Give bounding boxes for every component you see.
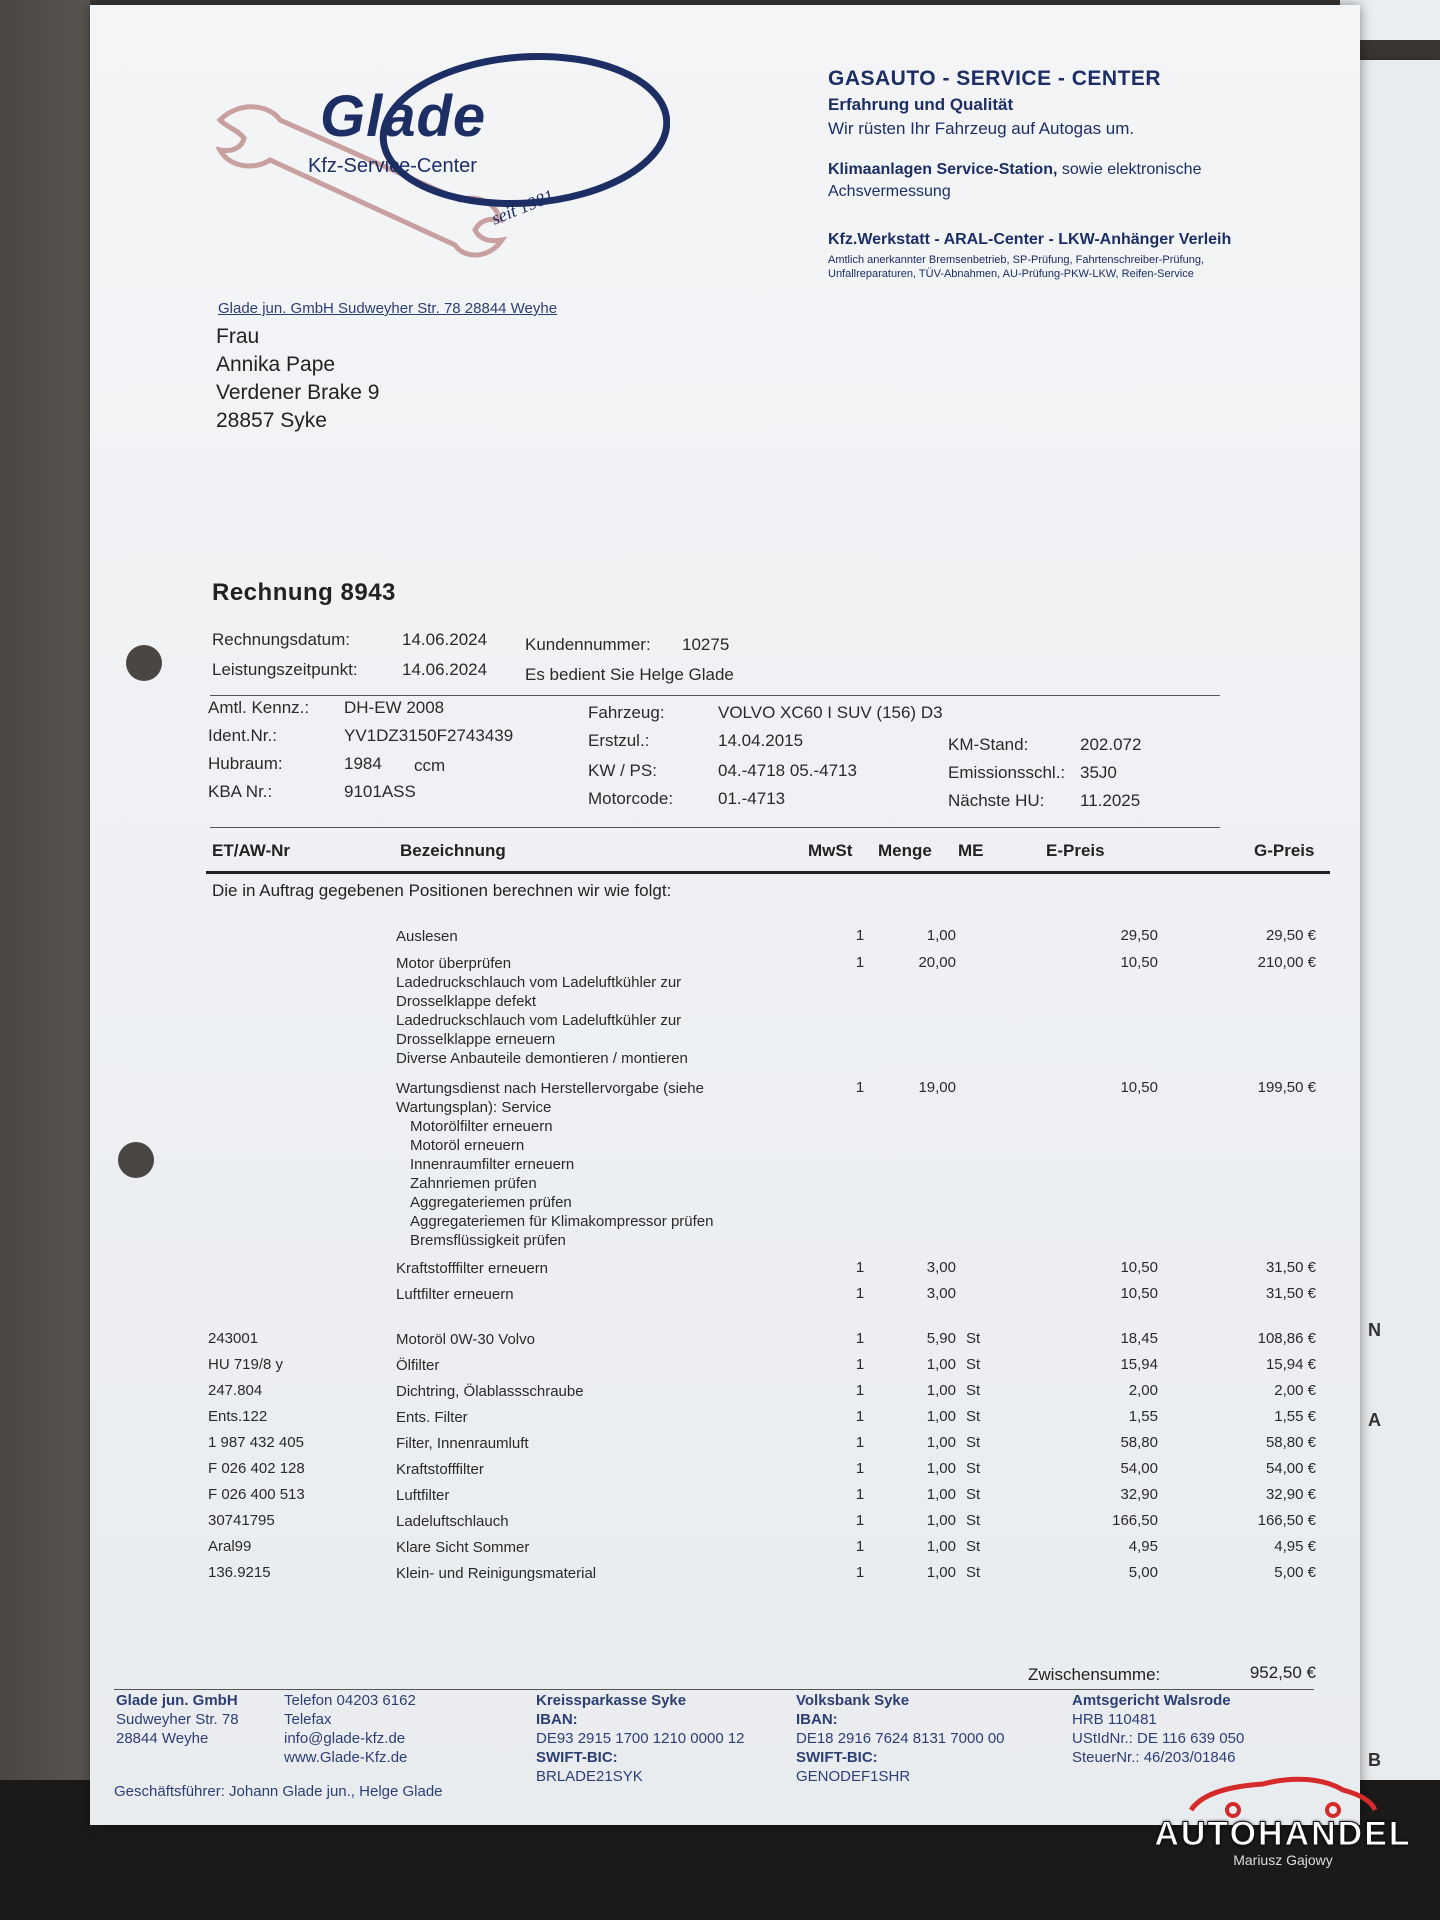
row-unit-price: 4,95 (1128, 1538, 1158, 1555)
row-total: 15,94 € (1265, 1356, 1316, 1373)
recipient-city: 28857 Syke (216, 409, 327, 432)
footer-company (116, 1691, 239, 1748)
footer-managing-directors: Geschäftsführer: Johann Glade jun., Helge Glade (114, 1783, 443, 1800)
row-unit: St (966, 1408, 981, 1425)
engine-code-value: 01.-4713 (718, 789, 786, 808)
footer-iban-label: IBAN: (796, 1711, 838, 1728)
row-desc: Klare Sicht Sommer (396, 1539, 530, 1556)
row-unit-price: 54,00 (1120, 1460, 1158, 1477)
kba-value: 9101ASS (344, 782, 416, 801)
footer-email-link[interactable]: info@glade-kfz.de (284, 1730, 406, 1747)
row-vat: 1 (855, 1356, 865, 1373)
footer-website-link[interactable]: www.Glade-Kfz.de (284, 1749, 408, 1766)
footer-contact (284, 1691, 416, 1767)
row-vat: 1 (855, 1408, 865, 1425)
row-desc: Klein- und Reinigungsmaterial (396, 1565, 597, 1582)
invoice-date-label: Rechnungsdatum: (212, 630, 350, 649)
company-services-line: Unfallreparaturen, TÜV-Abnahmen, AU-Prüfung-PKW-LKW, Reifen-Service (828, 268, 1194, 280)
row-unit-price: 10,50 (1120, 1259, 1158, 1276)
row-desc-subitem: Zahnriemen prüfen (410, 1175, 537, 1192)
footer-bank-2 (796, 1691, 1005, 1786)
row-vat: 1 (855, 927, 865, 944)
power-value: 04.-4718 05.-4713 (718, 761, 857, 780)
row-qty: 1,00 (926, 1564, 956, 1581)
row-desc: Kraftstofffilter erneuern (396, 1260, 549, 1277)
row-unit-price: 166,50 (1112, 1512, 1158, 1529)
punch-hole (126, 645, 162, 681)
recipient-street: Verdener Brake 9 (216, 381, 380, 404)
row-vat: 1 (855, 1512, 865, 1529)
divider (210, 827, 1220, 828)
watermark-brand: AUTOHANDEL (1154, 1815, 1412, 1853)
row-vat: 1 (855, 1564, 865, 1581)
row-unit-price: 58,80 (1120, 1434, 1158, 1451)
row-vat: 1 (855, 1330, 865, 1347)
row-unit: St (966, 1460, 981, 1477)
row-qty: 1,00 (926, 1512, 956, 1529)
background-left (0, 0, 90, 1920)
company-autogas: Wir rüsten Ihr Fahrzeug auf Autogas um. (828, 119, 1135, 138)
row-code: HU 719/8 y (208, 1356, 284, 1373)
row-qty: 1,00 (926, 1460, 956, 1477)
row-unit: St (966, 1434, 981, 1451)
emission-label: Emissionsschl.: (948, 763, 1066, 782)
row-vat: 1 (855, 1434, 865, 1451)
invoice-document (90, 5, 1360, 1825)
row-total: 2,00 € (1274, 1382, 1316, 1399)
footer-bank-name: Kreissparkasse Syke (536, 1692, 687, 1709)
row-desc (396, 1079, 776, 1250)
row-code: F 026 400 513 (208, 1486, 305, 1503)
row-code: F 026 402 128 (208, 1460, 305, 1477)
row-unit-price: 29,50 (1120, 927, 1158, 944)
row-unit-price: 32,90 (1120, 1486, 1158, 1503)
row-qty: 1,00 (926, 1434, 956, 1451)
divider (210, 695, 1220, 696)
row-desc-main: Motor überprüfen (396, 955, 512, 972)
row-vat: 1 (855, 954, 865, 971)
row-unit-price: 10,50 (1120, 1079, 1158, 1096)
footer-tax-no: SteuerNr.: 46/203/01846 (1072, 1749, 1236, 1766)
vehicle-label: Fahrzeug: (588, 703, 665, 722)
row-vat: 1 (855, 1382, 865, 1399)
footer-city: 28844 Weyhe (116, 1730, 209, 1747)
row-qty: 19,00 (918, 1079, 956, 1096)
row-qty: 3,00 (926, 1259, 956, 1276)
company-klima-rest: sowie elektronische (1057, 161, 1202, 178)
row-total: 54,00 € (1265, 1460, 1316, 1477)
row-vat: 1 (855, 1285, 865, 1302)
col-header-desc: Bezeichnung (400, 841, 506, 860)
row-unit: St (966, 1512, 981, 1529)
footer-bic-label: SWIFT-BIC: (536, 1749, 618, 1766)
row-desc: Ladeluftschlauch (396, 1513, 509, 1530)
engine-code-label: Motorcode: (588, 789, 674, 808)
logo-subtitle: Kfz-Service-Center (308, 155, 477, 177)
vehicle-value: VOLVO XC60 I SUV (156) D3 (718, 703, 943, 722)
col-header-unit: ME (958, 841, 984, 860)
row-code: 136.9215 (208, 1564, 271, 1581)
row-desc-line: Diverse Anbauteile demontieren / montieren (396, 1050, 688, 1067)
row-qty: 3,00 (926, 1285, 956, 1302)
row-qty: 20,00 (918, 954, 956, 971)
row-total: 31,50 € (1265, 1259, 1316, 1276)
customer-number-label: Kundennummer: (525, 635, 651, 654)
watermark (1118, 1770, 1440, 1868)
company-werkstatt: Kfz.Werkstatt - ARAL-Center - LKW-Anhänger Verleih (828, 231, 1232, 248)
kba-label: KBA Nr.: (208, 782, 273, 801)
row-desc: Ölfilter (396, 1357, 440, 1374)
invoice-date: 14.06.2024 (402, 630, 488, 649)
service-date: 14.06.2024 (402, 660, 488, 679)
row-code: 243001 (208, 1330, 259, 1347)
footer-street: Sudweyher Str. 78 (116, 1711, 239, 1728)
col-header-vat: MwSt (808, 841, 853, 860)
row-qty: 1,00 (926, 1356, 956, 1373)
row-desc-subitem: Aggregateriemen für Klimakompressor prüfen (410, 1213, 714, 1230)
row-vat: 1 (855, 1259, 865, 1276)
row-desc: Filter, Innenraumluft (396, 1435, 529, 1452)
row-desc: Luftfilter erneuern (396, 1286, 514, 1303)
row-total: 210,00 € (1257, 954, 1316, 971)
company-headline: GASAUTO - SERVICE - CENTER (828, 67, 1162, 90)
punch-hole (118, 1142, 154, 1178)
displacement-unit: ccm (414, 756, 446, 775)
row-total: 4,95 € (1274, 1538, 1316, 1555)
row-total: 108,86 € (1257, 1330, 1316, 1347)
row-desc-subitem: Motoröl erneuern (410, 1137, 525, 1154)
footer-vat-id: UStIdNr.: DE 116 639 050 (1072, 1730, 1245, 1747)
company-tagline: Erfahrung und Qualität (828, 95, 1014, 114)
footer-bic-label: SWIFT-BIC: (796, 1749, 878, 1766)
service-date-label: Leistungszeitpunkt: (212, 660, 358, 679)
row-code: 1 987 432 405 (208, 1434, 304, 1451)
footer-bic: GENODEF1SHR (796, 1768, 911, 1785)
invoice-title: Rechnung 8943 (212, 579, 396, 606)
displacement-value: 1984 (344, 754, 382, 773)
col-header-qty: Menge (878, 841, 932, 860)
footer-bic: BRLADE21SYK (536, 1768, 643, 1785)
plate-value: DH-EW 2008 (344, 698, 445, 717)
row-desc-line: Wartungsplan): Service (396, 1099, 552, 1116)
row-desc-line: Ladedruckschlauch vom Ladeluftkühler zur (396, 974, 682, 991)
row-vat: 1 (855, 1486, 865, 1503)
background-sheet-right: N A B (1360, 60, 1440, 1860)
subtotal-label: Zwischensumme: (1028, 1665, 1161, 1684)
company-achs: Achsvermessung (828, 183, 951, 200)
table-header-rule (206, 871, 1330, 874)
recipient-name: Annika Pape (216, 353, 336, 376)
row-desc (396, 954, 776, 1068)
watermark-owner: Mariusz Gajowy (1233, 1852, 1333, 1868)
row-desc: Motoröl 0W-30 Volvo (396, 1331, 535, 1348)
row-unit: St (966, 1538, 981, 1555)
footer-court: Amtsgericht Walsrode (1072, 1692, 1231, 1709)
footer-bank-name: Volksbank Syke (796, 1692, 910, 1709)
row-desc-subitem: Innenraumfilter erneuern (410, 1156, 575, 1173)
footer-iban: DE93 2915 1700 1210 0000 12 (536, 1730, 745, 1747)
served-by: Es bedient Sie Helge Glade (525, 665, 734, 684)
row-desc-line: Ladedruckschlauch vom Ladeluftkühler zur (396, 1012, 682, 1029)
row-unit: St (966, 1486, 981, 1503)
col-header-code: ET/AW-Nr (212, 841, 291, 860)
vin-value: YV1DZ3150F2743439 (344, 726, 514, 745)
car-logo-icon (1183, 1770, 1383, 1818)
footer-iban: DE18 2916 7624 8131 7000 00 (796, 1730, 1005, 1747)
vin-label: Ident.Nr.: (208, 726, 277, 745)
row-desc-subitem: Motorölfilter erneuern (410, 1118, 553, 1135)
row-desc-subitem: Bremsflüssigkeit prüfen (410, 1232, 566, 1249)
row-desc: Kraftstofffilter (396, 1461, 484, 1478)
company-klima (828, 161, 1348, 179)
row-total: 58,80 € (1265, 1434, 1316, 1451)
row-code: 247.804 (208, 1382, 263, 1399)
row-unit-price: 18,45 (1120, 1330, 1158, 1347)
footer-company-name: Glade jun. GmbH (116, 1692, 238, 1709)
power-label: KW / PS: (588, 761, 657, 780)
row-qty: 1,00 (926, 1382, 956, 1399)
row-total: 29,50 € (1265, 927, 1316, 944)
displacement-label: Hubraum: (208, 754, 283, 773)
row-code: 30741795 (208, 1512, 275, 1529)
footer-hrb: HRB 110481 (1072, 1711, 1157, 1728)
row-total: 199,50 € (1257, 1079, 1316, 1096)
row-desc: Auslesen (396, 928, 458, 945)
row-unit-price: 5,00 (1128, 1564, 1158, 1581)
row-desc-main: Wartungsdienst nach Herstellervorgabe (siehe (396, 1080, 704, 1097)
row-desc: Luftfilter (396, 1487, 450, 1504)
row-unit-price: 10,50 (1120, 1285, 1158, 1302)
footer-registry (1072, 1691, 1244, 1767)
row-qty: 1,00 (926, 1486, 956, 1503)
row-desc-subitem: Aggregateriemen prüfen (410, 1194, 572, 1211)
row-desc-line: Drosselklappe defekt (396, 993, 537, 1010)
row-desc-line: Drosselklappe erneuern (396, 1031, 556, 1048)
footer-phone: Telefon 04203 6162 (284, 1692, 416, 1709)
footer-rule (114, 1689, 1314, 1690)
next-inspection-label: Nächste HU: (948, 791, 1045, 810)
row-vat: 1 (855, 1460, 865, 1477)
row-unit: St (966, 1382, 981, 1399)
row-vat: 1 (855, 1538, 865, 1555)
first-reg-label: Erstzul.: (588, 731, 650, 750)
row-total: 31,50 € (1265, 1285, 1316, 1302)
mileage-value: 202.072 (1080, 735, 1142, 754)
logo-since: seit 1981 (488, 185, 557, 229)
row-unit: St (966, 1564, 981, 1581)
recipient-salutation: Frau (216, 325, 260, 348)
row-qty: 1,00 (926, 1408, 956, 1425)
row-unit: St (966, 1330, 981, 1347)
row-code: Aral99 (208, 1538, 252, 1555)
footer-iban-label: IBAN: (536, 1711, 578, 1728)
row-total: 5,00 € (1274, 1564, 1316, 1581)
table-intro: Die in Auftrag gegebenen Positionen berechnen wir wie folgt: (212, 881, 672, 900)
col-header-total: G-Preis (1254, 841, 1315, 860)
row-qty: 1,00 (926, 1538, 956, 1555)
recipient-address (216, 323, 379, 435)
company-services-line: Amtlich anerkannter Bremsenbetrieb, SP-Prüfung, Fahrtenschreiber-Prüfung, (828, 254, 1205, 266)
row-vat: 1 (855, 1079, 865, 1096)
company-services (828, 253, 1348, 281)
customer-number: 10275 (682, 635, 730, 654)
emission-value: 35J0 (1080, 763, 1117, 782)
row-total: 32,90 € (1265, 1486, 1316, 1503)
subtotal-value: 952,50 € (1249, 1663, 1316, 1682)
row-unit-price: 2,00 (1128, 1382, 1158, 1399)
col-header-unit-price: E-Preis (1046, 841, 1105, 860)
plate-label: Amtl. Kennz.: (208, 698, 310, 717)
company-klima-bold: Klimaanlagen Service-Station, (828, 161, 1058, 178)
logo-wordmark: Glade (320, 84, 487, 149)
row-code: Ents.122 (208, 1408, 268, 1425)
row-desc: Ents. Filter (396, 1409, 468, 1426)
row-unit: St (966, 1356, 981, 1373)
row-total: 166,50 € (1257, 1512, 1316, 1529)
row-unit-price: 10,50 (1120, 954, 1158, 971)
first-reg-value: 14.04.2015 (718, 731, 804, 750)
row-desc: Dichtring, Ölablassschraube (396, 1383, 584, 1400)
footer-bank-1 (536, 1691, 745, 1786)
footer-fax: Telefax (284, 1711, 332, 1728)
row-unit-price: 1,55 (1128, 1408, 1158, 1425)
company-info (828, 67, 1348, 281)
sender-line: Glade jun. GmbH Sudweyher Str. 78 28844 Weyhe (218, 300, 558, 317)
row-qty: 5,90 (926, 1330, 956, 1347)
mileage-label: KM-Stand: (948, 735, 1029, 754)
row-unit-price: 15,94 (1120, 1356, 1158, 1373)
row-total: 1,55 € (1274, 1408, 1316, 1425)
row-qty: 1,00 (926, 927, 956, 944)
next-inspection-value: 11.2025 (1080, 791, 1141, 810)
